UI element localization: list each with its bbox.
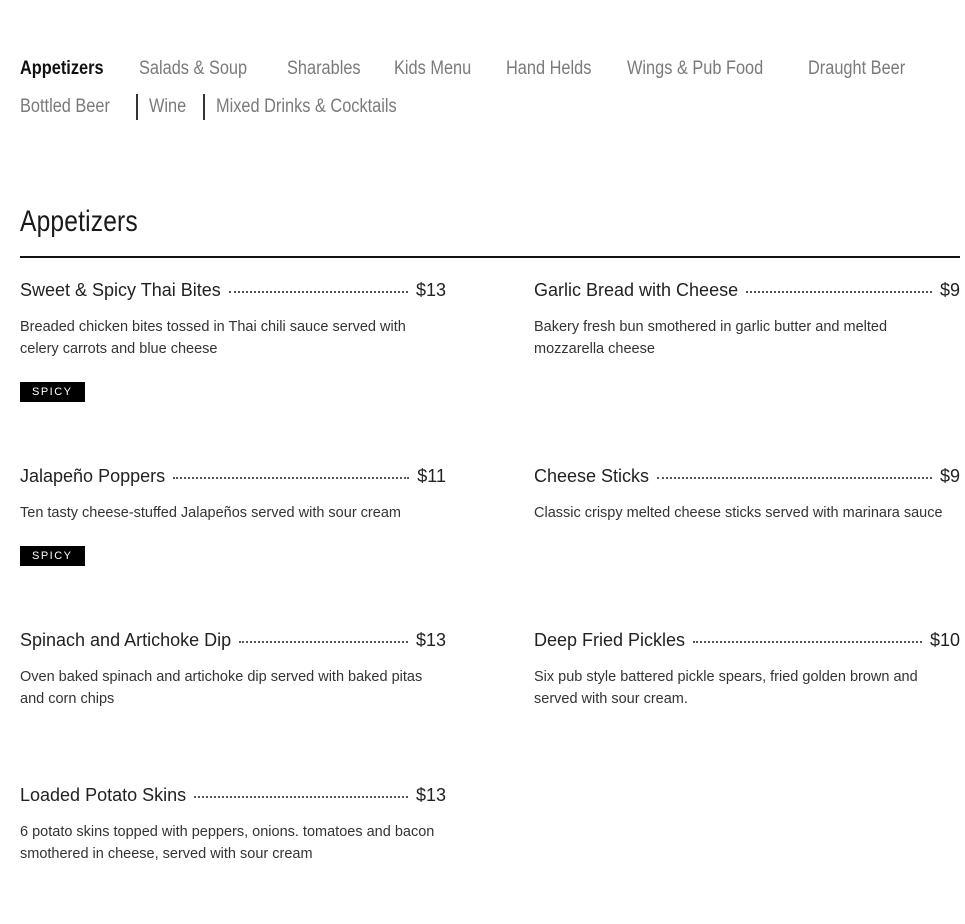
dot-leader: [173, 477, 409, 479]
menu-item-price: $13: [415, 630, 446, 650]
dot-leader: [693, 641, 922, 643]
dot-leader: [657, 477, 932, 479]
menu-item: [534, 280, 960, 360]
menu-item-price: $10: [929, 630, 960, 650]
menu-item-price: $9: [939, 280, 960, 300]
menu-item: [20, 630, 446, 710]
dot-leader: [746, 291, 932, 293]
menu-item-description: Ten tasty cheese-stuffed Jalapeños served with sour cream: [20, 505, 401, 521]
menu-item-price: $9: [939, 466, 960, 486]
dot-leader: [194, 796, 408, 798]
menu-item-name: Sweet & Spicy Thai Bites: [20, 280, 221, 300]
menu-item-name: Garlic Bread with Cheese: [534, 280, 739, 300]
menu-item-price: $13: [415, 280, 446, 300]
menu-item: [534, 466, 960, 524]
menu-item-header: [20, 466, 446, 492]
spicy-badge: SPICY: [20, 382, 85, 402]
spicy-badge: SPICY: [20, 546, 85, 566]
menu-category-tabs: [20, 50, 920, 126]
menu-item: [20, 280, 446, 402]
menu-item-header: [534, 466, 960, 492]
tab-appetizers[interactable]: Appetizers: [20, 58, 104, 79]
tab-separator: [203, 94, 205, 120]
menu-item-description: 6 potato skins topped with peppers, onions. tomatoes and bacon smothered in cheese, served with sour cream: [20, 824, 435, 862]
menu-item-header: [534, 630, 960, 656]
tab-bottled-beer[interactable]: Bottled Beer: [20, 96, 110, 117]
tab-hand-helds[interactable]: Hand Helds: [506, 58, 592, 79]
menu-item-name: Spinach and Artichoke Dip: [20, 630, 232, 650]
tab-draught-beer[interactable]: Draught Beer: [807, 58, 906, 79]
menu-item-header: [534, 280, 960, 306]
tab-separator: [136, 94, 138, 120]
menu-item-description: Oven baked spinach and artichoke dip served with baked pitas and corn chips: [20, 669, 423, 707]
tab-sharables[interactable]: Sharables: [286, 58, 361, 79]
menu-item-name: Cheese Sticks: [534, 466, 650, 486]
menu-item-name: Deep Fried Pickles: [534, 630, 686, 650]
tab-row-2: [20, 88, 920, 126]
tab-kids-menu[interactable]: Kids Menu: [394, 58, 472, 79]
tab-wine[interactable]: Wine: [148, 96, 186, 117]
dot-leader: [229, 291, 408, 293]
menu-item-description: Six pub style battered pickle spears, fried golden brown and served with sour cream.: [534, 669, 918, 707]
menu-item-name: Loaded Potato Skins: [20, 785, 187, 805]
menu-item-description: Classic crispy melted cheese sticks served with marinara sauce: [534, 505, 943, 521]
menu-item: [20, 466, 446, 566]
menu-item: [534, 630, 960, 710]
dot-leader: [239, 641, 408, 643]
tab-row-1: [20, 50, 920, 88]
section-title: Appetizers: [20, 205, 138, 238]
menu-item-description: Breaded chicken bites tossed in Thai chili sauce served with celery carrots and blue cheese: [20, 319, 406, 357]
section-divider: [20, 256, 960, 258]
menu-item-description: Bakery fresh bun smothered in garlic butter and melted mozzarella cheese: [534, 319, 888, 357]
tab-salads-soup[interactable]: Salads & Soup: [139, 58, 248, 79]
menu-item-header: [20, 630, 446, 656]
tab-mixed-drinks-cocktails[interactable]: Mixed Drinks & Cocktails: [215, 96, 397, 117]
menu-item: [20, 785, 446, 865]
tab-wings-pub-food[interactable]: Wings & Pub Food: [627, 58, 764, 79]
menu-item-header: [20, 785, 446, 811]
menu-item-header: [20, 280, 446, 306]
menu-item-name: Jalapeño Poppers: [20, 466, 166, 486]
menu-item-price: $11: [417, 466, 446, 486]
menu-item-price: $13: [415, 785, 446, 805]
